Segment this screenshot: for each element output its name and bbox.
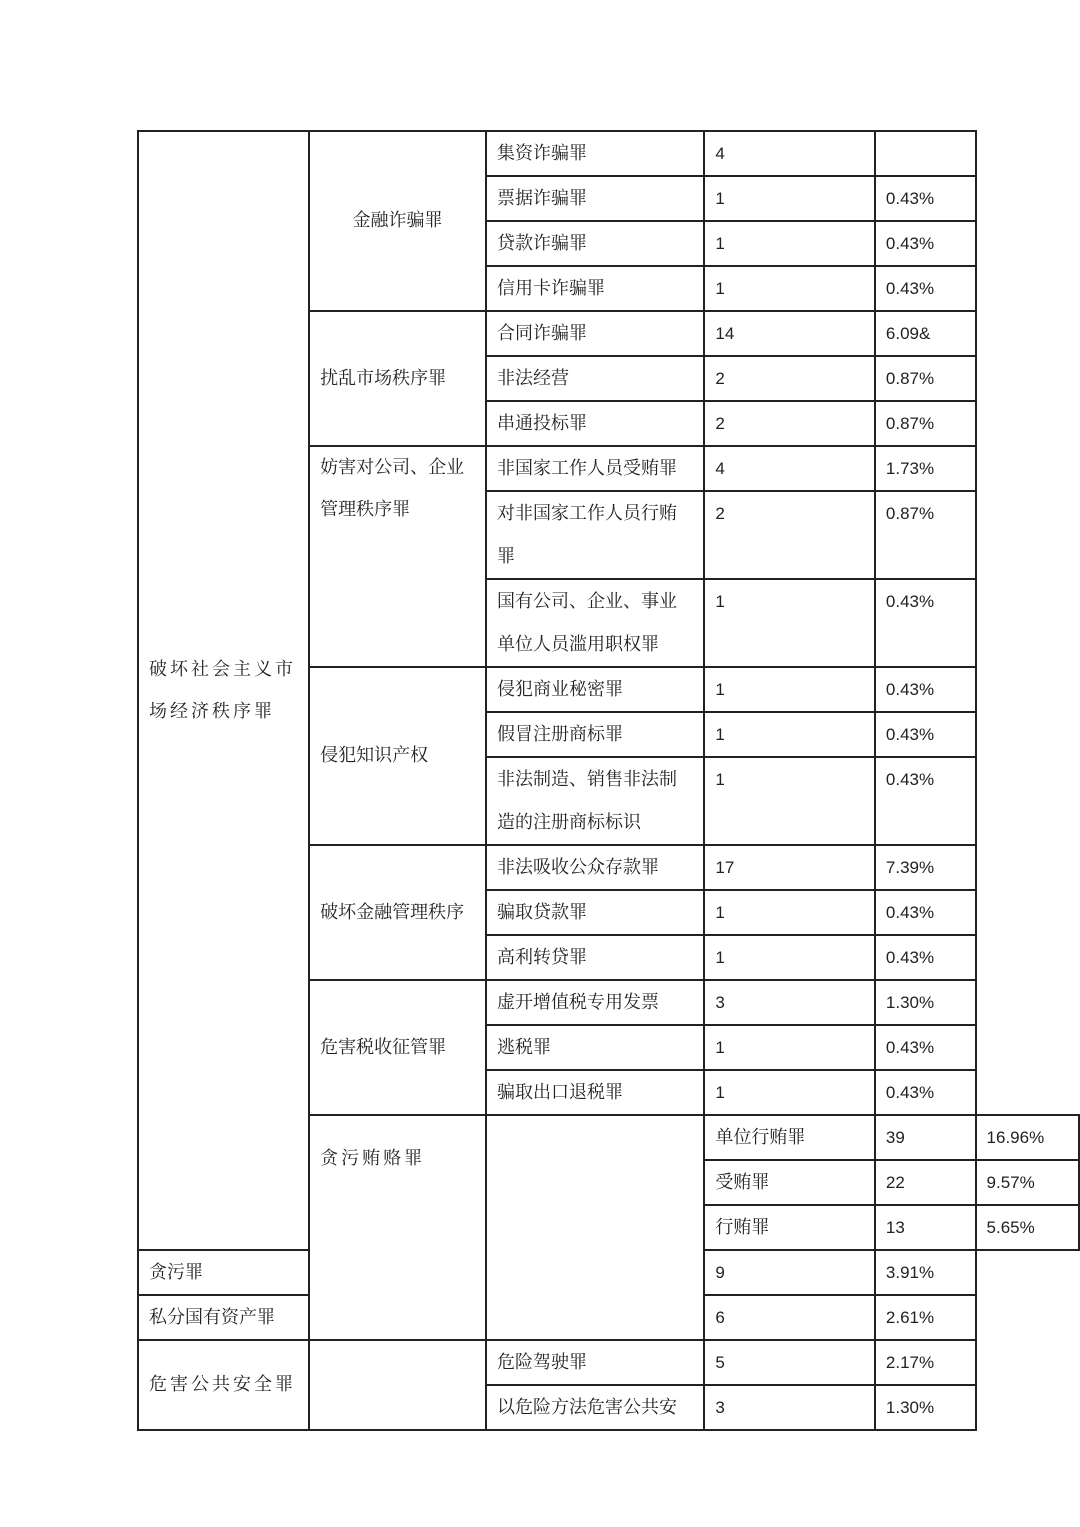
group-cell: 金融诈骗罪	[309, 131, 486, 311]
percent-cell: 0.43%	[875, 935, 976, 980]
crime-cell: 合同诈骗罪	[486, 311, 704, 356]
percent-cell: 2.61%	[875, 1295, 976, 1340]
crime-cell: 假冒注册商标罪	[486, 712, 704, 757]
percent-cell: 2.17%	[875, 1340, 976, 1385]
count-cell: 1	[704, 757, 875, 845]
group-cell-empty	[309, 1340, 486, 1430]
crime-cell: 虚开增值税专用发票	[486, 980, 704, 1025]
count-cell: 3	[704, 1385, 875, 1430]
percent-cell: 0.43%	[875, 176, 976, 221]
table-row	[138, 131, 1079, 176]
percent-cell: 0.43%	[875, 1070, 976, 1115]
percent-cell: 0.43%	[875, 266, 976, 311]
crime-cell: 票据诈骗罪	[486, 176, 704, 221]
crime-cell: 对非国家工作人员行贿罪	[486, 491, 704, 579]
percent-cell: 0.43%	[875, 579, 976, 667]
percent-cell: 16.96%	[976, 1115, 1079, 1160]
crime-cell: 逃税罪	[486, 1025, 704, 1070]
percent-cell: 0.43%	[875, 757, 976, 845]
crime-cell: 危险驾驶罪	[486, 1340, 704, 1385]
crime-cell: 国有公司、企业、事业单位人员滥用职权罪	[486, 579, 704, 667]
percent-cell: 1.30%	[875, 1385, 976, 1430]
count-cell: 1	[704, 935, 875, 980]
crime-cell: 串通投标罪	[486, 401, 704, 446]
group-cell: 危害税收征管罪	[309, 980, 486, 1115]
count-cell: 1	[704, 890, 875, 935]
count-cell: 4	[704, 131, 875, 176]
crime-cell: 骗取贷款罪	[486, 890, 704, 935]
count-cell: 1	[704, 221, 875, 266]
crime-cell: 信用卡诈骗罪	[486, 266, 704, 311]
percent-cell: 7.39%	[875, 845, 976, 890]
count-cell: 17	[704, 845, 875, 890]
count-cell: 13	[875, 1205, 976, 1250]
crime-cell: 骗取出口退税罪	[486, 1070, 704, 1115]
count-cell: 1	[704, 266, 875, 311]
table-row	[138, 1340, 1079, 1385]
crime-cell: 非法经营	[486, 356, 704, 401]
group-cell: 妨害对公司、企业管理秩序罪	[309, 446, 486, 667]
count-cell: 2	[704, 356, 875, 401]
group-cell: 扰乱市场秩序罪	[309, 311, 486, 446]
count-cell: 14	[704, 311, 875, 356]
percent-cell: 1.73%	[875, 446, 976, 491]
crime-cell: 私分国有资产罪	[138, 1295, 309, 1340]
count-cell: 1	[704, 1025, 875, 1070]
crime-cell: 以危险方法危害公共安	[486, 1385, 704, 1430]
crime-cell: 非国家工作人员受贿罪	[486, 446, 704, 491]
count-cell: 3	[704, 980, 875, 1025]
count-cell: 1	[704, 712, 875, 757]
percent-cell: 0.43%	[875, 667, 976, 712]
crime-cell: 贷款诈骗罪	[486, 221, 704, 266]
count-cell: 9	[704, 1250, 875, 1295]
crime-cell: 非法制造、销售非法制造的注册商标标识	[486, 757, 704, 845]
category-cell: 贪污贿赂罪	[309, 1115, 486, 1340]
percent-cell: 5.65%	[976, 1205, 1079, 1250]
count-cell: 1	[704, 579, 875, 667]
percent-cell: 0.43%	[875, 221, 976, 266]
count-cell: 6	[704, 1295, 875, 1340]
crime-cell: 高利转贷罪	[486, 935, 704, 980]
count-cell: 2	[704, 401, 875, 446]
count-cell: 5	[704, 1340, 875, 1385]
percent-cell: 0.43%	[875, 1025, 976, 1070]
percent-cell: 1.30%	[875, 980, 976, 1025]
count-cell: 1	[704, 176, 875, 221]
percent-cell: 0.87%	[875, 491, 976, 579]
count-cell: 4	[704, 446, 875, 491]
category-cell: 危害公共安全罪	[138, 1340, 309, 1430]
crime-cell: 侵犯商业秘密罪	[486, 667, 704, 712]
crime-cell: 行贿罪	[704, 1205, 875, 1250]
percent-cell: 9.57%	[976, 1160, 1079, 1205]
group-cell: 侵犯知识产权	[309, 667, 486, 845]
crime-statistics-table	[137, 130, 1080, 1431]
percent-cell: 3.91%	[875, 1250, 976, 1295]
crime-statistics-table-wrapper	[137, 130, 1080, 1431]
crime-cell: 集资诈骗罪	[486, 131, 704, 176]
count-cell: 39	[875, 1115, 976, 1160]
count-cell: 22	[875, 1160, 976, 1205]
crime-cell: 非法吸收公众存款罪	[486, 845, 704, 890]
percent-cell	[875, 131, 976, 176]
crime-cell: 单位行贿罪	[704, 1115, 875, 1160]
percent-cell: 0.43%	[875, 890, 976, 935]
count-cell: 1	[704, 667, 875, 712]
percent-cell: 6.09&	[875, 311, 976, 356]
crime-cell: 贪污罪	[138, 1250, 309, 1295]
percent-cell: 0.87%	[875, 356, 976, 401]
percent-cell: 0.43%	[875, 712, 976, 757]
count-cell: 2	[704, 491, 875, 579]
count-cell: 1	[704, 1070, 875, 1115]
percent-cell: 0.87%	[875, 401, 976, 446]
category-cell: 破坏社会主义市场经济秩序罪	[138, 131, 309, 1250]
group-cell: 破坏金融管理秩序	[309, 845, 486, 980]
crime-cell: 受贿罪	[704, 1160, 875, 1205]
group-cell-empty	[486, 1115, 704, 1340]
